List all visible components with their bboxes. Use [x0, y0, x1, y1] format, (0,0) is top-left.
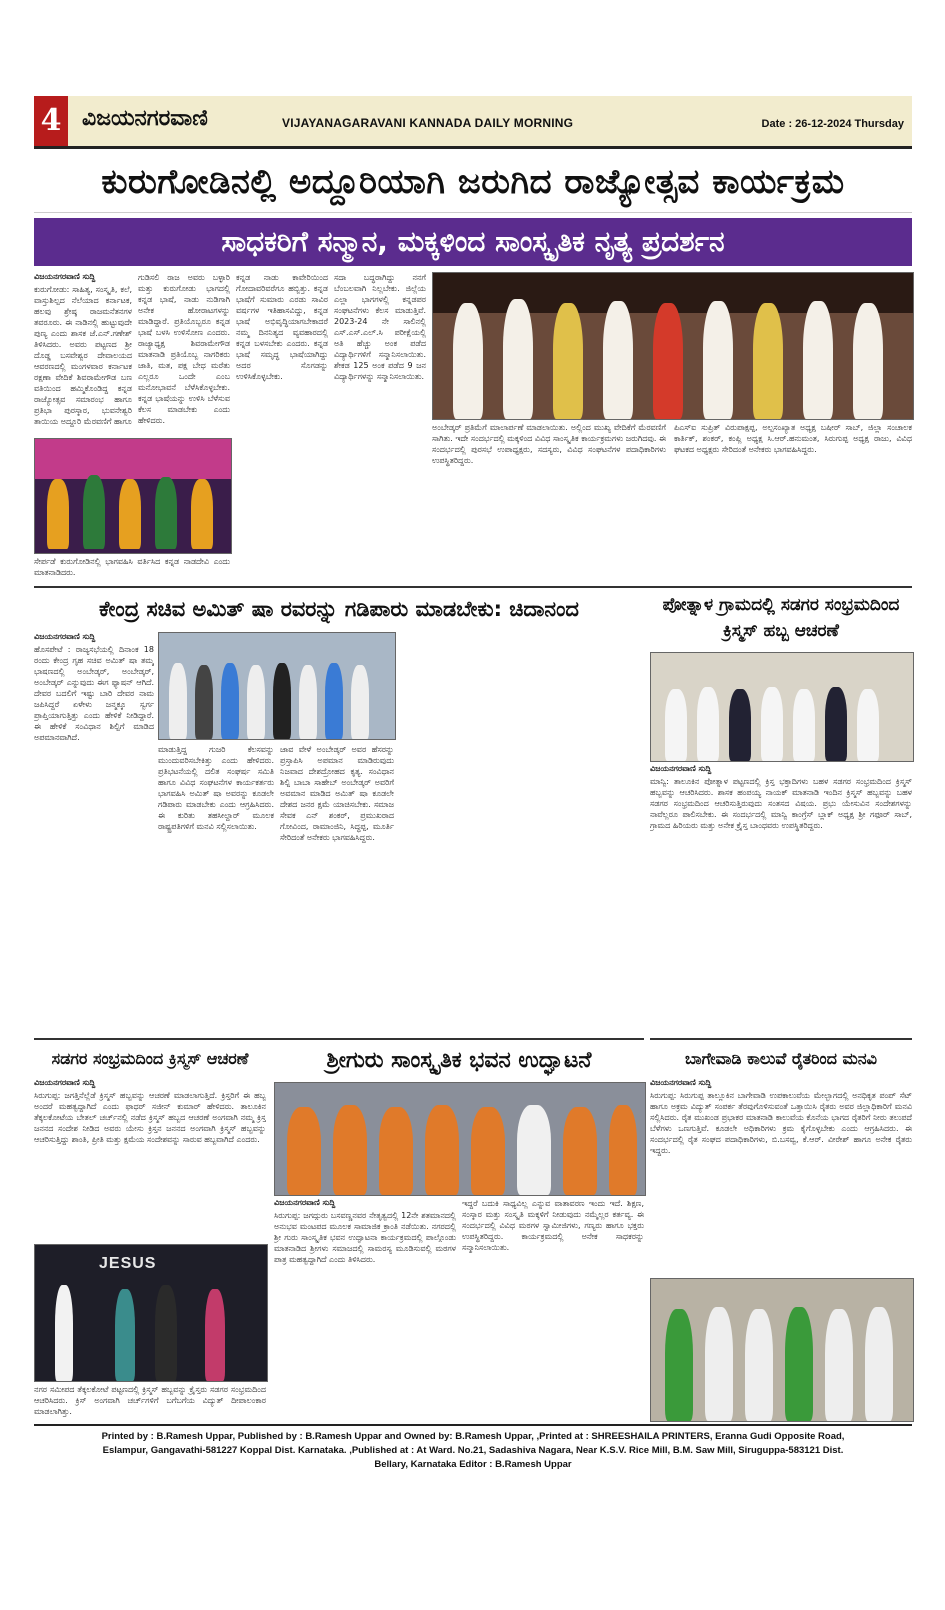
lead-column-4	[334, 272, 426, 582]
lead-text-3: ಕನ್ನಡ ನಾಡು ಕಾವೇರಿಯಿಂದ ಗೋದಾವರಿವರೆಗೂ ಹಬ್ಬಿತ್ತು. ಕನ್ನಡ ಭಾಷೆಗೆ ಸುಮಾರು ಎರಡು ಸಾವಿರ ವರ್ಷಗಳ ಇತಿಹಾಸವಿದ್ದು, ಕನ್ನಡ ಭಾಷೆ ಅಭಿವೃದ್ಧಿಯಾಗಬೇಕಾದರೆ ನಮ್ಮ ದಿನನಿತ್ಯದ ವ್ಯವಹಾರದಲ್ಲಿ ಕನ್ನಡ ಬಳಸಬೇಕು ಎಂದರು. ಕನ್ನಡ ಭಾಷೆ ಸಮೃದ್ಧ ಭಾಷೆಯಾಗಿದ್ದು ಅದರ ಸೊಗಡನ್ನು ಉಳಿಸಿಕೊಳ್ಳಬೇಕು.	[236, 273, 328, 381]
imprint-line-3: Bellary, Karnataka Editor : B.Ramesh Uppar	[374, 1459, 572, 1470]
story2-protest-photo	[158, 632, 396, 740]
story4-church-photo	[34, 1244, 268, 1382]
story4-caption-text: ನಗರ ಸಮೀಪದ ತೆಕ್ಕಲಕೋಟೆ ಪಟ್ಟಣದಲ್ಲಿ ಕ್ರಿಸ್ಮಸ್ ಹಬ್ಬವನ್ನು ಕ್ರೈಸ್ತರು ಸಡಗರ ಸಂಭ್ರಮದಿಂದ ಆಚರಿಸಿದರು. ಕ್ರಿಸ್ ಅಂಗವಾಗಿ ಚರ್ಚ್‌ಗಳಿಗೆ ಬಗೆಬಗೆಯ ವಿದ್ಯುತ್ ದೀಪಾಲಂಕಾರ ಮಾಡಲಾಗಿತ್ತು.	[34, 1385, 266, 1416]
story3-christmas-photo	[650, 652, 914, 762]
story2-column-3a	[280, 744, 394, 1034]
imprint-footer	[34, 1424, 912, 1492]
lead-column-1	[34, 272, 132, 434]
lead-text-1: ಕುರುಗೋಡು: ಸಾಹಿತ್ಯ, ಸಂಸ್ಕೃತಿ, ಕಲೆ, ವಾಸ್ತುಶಿಲ್ಪದ ನೆಲೆಯಾದ ಕರ್ನಾಟಕ, ಹಲವು ಶ್ರೇಷ್ಠ ರಾಜಮನೆತನಗಳ ತವರೂರು. ಈ ನಾಡಿನಲ್ಲಿ ಹುಟ್ಟುವುದೇ ಪುಣ್ಯ ಎಂದು ಶಾಸಕ ಜೆ.ಎನ್.ಗಣೇಶ್ ತಿಳಿಸಿದರು. ಅವರು ಪಟ್ಟಣದ ಶ್ರೀ ದೊಡ್ಡ ಬಸವೇಶ್ವರ ದೇವಾಲಯದ ಆವರಣದಲ್ಲಿ ಮಂಗಳವಾರ ಕರ್ನಾಟಕ ರಕ್ಷಣಾ ವೇದಿಕೆ ಶಿವರಾಮೇಗೌಡ ಬಣ ವತಿಯಿಂದ ಹಮ್ಮಿಕೊಂಡಿದ್ದ ಕನ್ನಡ ರಾಜ್ಯೋತ್ಸವ ಸಮಾರಂಭ ಹಾಗೂ ಪ್ರತಿಭಾ ಪುರಸ್ಕಾರ, ಭುವನೇಶ್ವರಿ ತಾಯಿಯ ಅದ್ದೂರಿ ಮೆರವಣಿಗೆ ಹಾಗೂ	[34, 285, 132, 426]
story6-byline: ವಿಜಯನಗರವಾಣಿ ಸುದ್ದಿ	[650, 1078, 712, 1087]
lead-caption-text: ಸೇರ್ಪಡೆ ಕುರುಗೋಡಿನಲ್ಲಿ ಭಾಗವಹಿಸಿ ವರ್ತಿಸಿದ ಕನ್ನಡ ನಾಡದೇವಿ ಎಂದು ಮಾತನಾಡಿದರು.	[34, 557, 230, 577]
story2-byline: ವಿಜಯನಗರವಾಣಿ ಸುದ್ದಿ	[34, 632, 96, 641]
story3-body	[650, 764, 912, 1034]
paper-name-english: VIJAYANAGARAVANI KANNADA DAILY MORNING	[282, 116, 574, 130]
lead-byline: ವಿಜಯನಗರವಾಣಿ ಸುದ್ದಿ	[34, 272, 96, 281]
story2-text-2: ಮಾಡುತ್ತಿದ್ದ ಗುಜರಿ ಕೆಲಸವನ್ನು ಮುಂದುವರಿಸಬೇಕಿತ್ತು ಎಂದು ಹೇಳಿದರು. ಪ್ರತಿಭಟನೆಯಲ್ಲಿ ದಲಿತ ಸಂಘರ್ಷ ಸಮಿತಿ ಹಾಗೂ ವಿವಿಧ ಸಂಘಟನೆಗಳ ಕಾರ್ಯಕರ್ತರು ಭಾಗವಹಿಸಿ ಅಮಿತ್ ಷಾ ಅವರನ್ನು ಕೂಡಲೇ ಗಡಿಪಾರು ಮಾಡಬೇಕು ಎಂದು ಆಗ್ರಹಿಸಿದರು. ಈ ಕುರಿತು ತಹಸೀಲ್ದಾರ್ ಮೂಲಕ ರಾಷ್ಟ್ರಪತಿಗಳಿಗೆ ಮನವಿ ಸಲ್ಲಿಸಲಾಯಿತು.	[158, 745, 274, 831]
lead-photo-caption	[34, 556, 230, 582]
story5-text-1: ಸಿರುಗುಪ್ಪ: ಜಗದ್ಗುರು ಬಸವಣ್ಣನವರ ನೇತೃತ್ವದಲ್ಲಿ 12ನೇ ಶತಮಾನದಲ್ಲಿ ಅನುಭವ ಮಂಟಪದ ಮೂಲಕ ಸಾಮಾಜಿಕ ಕ್ರಾಂತಿ ನಡೆಯಿತು. ನಗರದಲ್ಲಿ ಶ್ರೀ ಗುರು ಸಾಂಸ್ಕೃತಿಕ ಭವನ ಉದ್ಘಾಟನಾ ಕಾರ್ಯಕ್ರಮದಲ್ಲಿ ಪಾಲ್ಗೊಂಡು ಮಾತನಾಡಿದ ಶ್ರೀಗಳು ಸಮಾಜದಲ್ಲಿ ಸಾಮರಸ್ಯ ಮೂಡಿಸುವಲ್ಲಿ ಮಠಗಳ ಪಾತ್ರ ಮಹತ್ವದ್ದಾಗಿದೆ ಎಂದು ತಿಳಿಸಿದರು.	[274, 1211, 456, 1264]
paper-name-kannada: ವಿಜಯನಗರವಾಣಿ	[82, 106, 208, 131]
lead-subhead: ಸಾಧಕರಿಗೆ ಸನ್ಮಾನ, ಮಕ್ಕಳಿಂದ ಸಾಂಸ್ಕೃತಿಕ ನೃತ್ಯ ಪ್ರದರ್ಶನ	[34, 218, 912, 266]
section-divider	[34, 1038, 644, 1040]
masthead	[34, 96, 912, 149]
section-divider	[34, 586, 912, 588]
imprint-line-1: Printed by : B.Ramesh Uppar, Published by : B.Ramesh Uppar and Owned by: B.Ramesh Uppar, ,Printed at : SHREESHAILA PRINTERS, Eranna Gudi Opposite Road,	[101, 1431, 845, 1442]
story3-byline: ವಿಜಯನಗರವಾಣಿ ಸುದ್ದಿ	[650, 764, 712, 773]
story4-body	[34, 1078, 266, 1240]
lead-text-5: ಅಂಬೇಡ್ಕರ್ ಪ್ರತಿಮೆಗೆ ಮಾಲಾರ್ಪಣೆ ಮಾಡಲಾಯಿತು. ಅಲ್ಲಿಂದ ಮುಖ್ಯ ವೇದಿಕೆಗೆ ಮೆರವಣಿಗೆ ಸಾಗಿತು. ಇದೇ ಸಂದರ್ಭದಲ್ಲಿ ಮಕ್ಕಳಿಂದ ವಿವಿಧ ಸಾಂಸ್ಕೃತಿಕ ಕಾರ್ಯಕ್ರಮಗಳು ಜರುಗಿದವು. ಈ ಸಂದರ್ಭದಲ್ಲಿ ಪುರಸಭೆ ಉಪಾಧ್ಯಕ್ಷರು, ಸದಸ್ಯರು, ವಿವಿಧ ಸಂಘಟನೆಗಳ ಪದಾಧಿಕಾರಿಗಳು ಉಪಸ್ಥಿತರಿದ್ದರು.	[432, 423, 666, 465]
story2-column-2	[158, 744, 274, 1034]
lead-column-2	[138, 272, 230, 434]
story5-column-2	[462, 1198, 644, 1420]
story5-column-1	[274, 1198, 456, 1420]
story2-column-1	[34, 632, 154, 1034]
lead-column-6	[674, 422, 912, 582]
story6-text: ಸಿರುಗುಪ್ಪ: ಸಿರುಗುಪ್ಪ ತಾಲ್ಲೂಕಿನ ಬಾಗೇವಾಡಿ ಉಪಕಾಲುವೆಯ ಮೇಲ್ಭಾಗದಲ್ಲಿ ಅನಧಿಕೃತ ಪಂಪ್ ಸೆಟ್ ಹಾಗೂ ಅಕ್ರಮ ವಿದ್ಯುತ್ ಸಂಪರ್ಕ ತೆರವುಗೊಳಿಸುವಂತೆ ಒತ್ತಾಯಿಸಿ ರೈತರು ಅವರ ಜಿಲ್ಲಾಧಿಕಾರಿಗೆ ಮನವಿ ಸಲ್ಲಿಸಿದರು. ರೈತ ಮುಖಂಡ ಪ್ರಭಾಕರ ಮಾತನಾಡಿ ಕಾಲುವೆಯ ಕೊನೆಯ ಭಾಗದ ರೈತರಿಗೆ ನೀರು ತಲುಪದೆ ಬೆಳೆಗಳು ಒಣಗುತ್ತಿವೆ. ಕೂಡಲೇ ಅಧಿಕಾರಿಗಳು ಕ್ರಮ ಕೈಗೊಳ್ಳಬೇಕು ಎಂದು ಆಗ್ರಹಿಸಿದರು. ಈ ಸಂದರ್ಭದಲ್ಲಿ ರೈತ ಸಂಘದ ಪದಾಧಿಕಾರಿಗಳು, ಬಿ.ಬಸವ್ವ, ಕೆ.ಆರ್. ವೀರೇಶ್ ಹಾಗೂ ಅನೇಕ ರೈತರು ಇದ್ದರು.	[650, 1091, 912, 1155]
story3-text: ಮಾನ್ವಿ: ತಾಲೂಕಿನ ಪೋತ್ನಾಳ ಪಟ್ಟಣದಲ್ಲಿ ಕ್ರಿಸ್ತ ಭಕ್ತಾದಿಗಳು ಬಹಳ ಸಡಗರ ಸಂಭ್ರಮದಿಂದ ಕ್ರಿಸ್ಮಸ್ ಹಬ್ಬವನ್ನು ಆಚರಿಸಿದರು. ಶಾಸಕ ಹಂಪಯ್ಯ ನಾಯಕ್ ಮಾತನಾಡಿ ಇಂದಿನ ಕ್ರಿಸ್ಮಸ್ ಹಬ್ಬವನ್ನು ಬಹಳ ಸಡಗರ ಸಂಭ್ರಮದಿಂದ ಆಚರಿಸುತ್ತಿರುವುದು ಸಂತಸದ ವಿಷಯ. ಪ್ರಭು ಯೇಸುವಿನ ಸಂದೇಶಗಳನ್ನು ನಾವೆಲ್ಲರೂ ಪಾಲಿಸಬೇಕು. ಈ ಸಂದರ್ಭದಲ್ಲಿ ಮಾನ್ವಿ ಕಾಂಗ್ರೆಸ್ ಬ್ಲಾಕ್ ಅಧ್ಯಕ್ಷ ಶ್ರೀ ಗಫೂರ್ ಸಾಬ್, ಗ್ರಾಮದ ಹಿರಿಯರು ಮತ್ತು ಅನೇಕ ಕ್ರೈಸ್ತ ಬಾಂಧವರು ಉಪಸ್ಥಿತರಿದ್ದರು.	[650, 777, 912, 830]
lead-felicitation-photo	[432, 272, 914, 420]
imprint-line-2: Eslampur, Gangavathi-581227 Koppal Dist. Karnataka. ,Published at : At Ward. No.21, Sadashiva Nagara, Near K.S.V. Rice Mill, B.M. Saw Mill, Siruguppa-583121 Dist.	[102, 1445, 844, 1456]
newspaper-page	[34, 96, 912, 1514]
page-number: 4	[34, 96, 68, 146]
issue-date: Date : 26-12-2024 Thursday	[761, 118, 904, 130]
lead-dance-photo	[34, 438, 232, 554]
lead-headline: ಕುರುಗೋಡಿನಲ್ಲಿ ಅದ್ದೂರಿಯಾಗಿ ಜರುಗಿದ ರಾಜ್ಯೋತ್ಸವ ಕಾರ್ಯಕ್ರಮ	[34, 152, 912, 213]
story6-headline: ಬಾಗೇವಾಡಿ ಕಾಲುವೆ ರೈತರಿಂದ ಮನವಿ	[650, 1044, 912, 1074]
story5-text-2: ಇದ್ದರೆ ಬದುಕಿ ಸಾಧ್ಯವಿಲ್ಲ ಎನ್ನುವ ವಾತಾವರಣ ಇಂದು ಇದೆ. ಶಿಕ್ಷಣ, ಸಂಸ್ಕಾರ ಮತ್ತು ಸಂಸ್ಕೃತಿ ಮಕ್ಕಳಿಗೆ ನೀಡುವುದು ನಮ್ಮೆಲ್ಲರ ಕರ್ತವ್ಯ. ಈ ಸಂದರ್ಭದಲ್ಲಿ ವಿವಿಧ ಮಠಗಳ ಸ್ವಾಮೀಜಿಗಳು, ಗಣ್ಯರು ಹಾಗೂ ಭಕ್ತರು ಉಪಸ್ಥಿತರಿದ್ದರು. ಕಾರ್ಯಕ್ರಮದಲ್ಲಿ ಅನೇಕ ಸಾಧಕರನ್ನು ಸನ್ಮಾನಿಸಲಾಯಿತು.	[462, 1199, 644, 1252]
lead-text-2: ಗುಡಿಸಲಿ ರಾಜ ಅವರು ಬಳ್ಳಾರಿ ಮತ್ತು ಕುರುಗೋಡು ಭಾಗದಲ್ಲಿ ಕನ್ನಡ ಭಾಷೆ, ನಾಡು ನುಡಿಗಾಗಿ ಅನೇಕ ಹೋರಾಟಗಳನ್ನು ಮಾಡಿದ್ದಾರೆ. ಪ್ರತಿಯೊಬ್ಬರೂ ಕನ್ನಡ ಭಾಷೆ ಬಳಸಿ ಉಳಿಸೋಣ ಎಂದರು. ರಾಜ್ಯಾಧ್ಯಕ್ಷ ಶಿವರಾಮೇಗೌಡ ಮಾತನಾಡಿ ಪ್ರತಿಯೊಬ್ಬ ನಾಗರಿಕರು ಜಾತಿ, ಮತ, ಪಕ್ಷ ಬೇಧ ಮರೆತು ಎಲ್ಲರೂ ಒಂದೇ ಎಂಬ ಮನೋಭಾವನೆ ಬೆಳೆಸಿಕೊಳ್ಳಬೇಕು. ಕನ್ನಡ ಭಾಷೆಯನ್ನು ಉಳಿಸಿ ಬೆಳೆಸುವ ಕೆಲಸ ಮಾಡಬೇಕು ಎಂದು ಹೇಳಿದರು.	[138, 273, 230, 425]
story6-farmers-photo	[650, 1278, 914, 1422]
story6-body	[650, 1078, 912, 1274]
story4-byline: ವಿಜಯನಗರವಾಣಿ ಸುದ್ದಿ	[34, 1078, 96, 1087]
lead-column-3	[236, 272, 328, 582]
story5-byline: ವಿಜಯನಗರವಾಣಿ ಸುದ್ದಿ	[274, 1198, 336, 1207]
story2-text-3: ಜಾವ ವೇಳೆ ಅಂಬೇಡ್ಕರ್ ಅವರ ಹೆಸರನ್ನು ಪ್ರಸ್ತಾಪಿಸಿ ಅಪಮಾನ ಮಾಡಿರುವುದು ನಿಜವಾದ ದೇಶದ್ರೋಹದ ಕೃತ್ಯ. ಸಂವಿಧಾನ ಶಿಲ್ಪಿ ಬಾಬಾ ಸಾಹೇಬ್ ಅಂಬೇಡ್ಕರ್ ಅವರಿಗೆ ಅವಮಾನ ಮಾಡಿದ ಅಮಿತ್ ಷಾ ಕೂಡಲೇ ದೇಶದ ಜನರ ಕ್ಷಮೆ ಯಾಚಿಸಬೇಕು. ಸಮಾಜ ಸೇವಕ ಎನ್ ಶಂಕರ್, ಪ್ರಮುಖರಾದ ಗೋವಿಂದ, ರಾಮಾಂಜಿನಿ, ಸಿದ್ಧಪ್ಪ, ಮೂರ್ತಿ ಸೇರಿದಂತೆ ಅನೇಕರು ಭಾಗವಹಿಸಿದ್ದರು.	[280, 745, 394, 842]
story5-swamiji-photo	[274, 1082, 646, 1196]
story4-caption	[34, 1384, 266, 1420]
story3-headline: ಪೋತ್ನಾಳ ಗ್ರಾಮದಲ್ಲಿ ಸಡಗರ ಸಂಭ್ರಮದಿಂದ ಕ್ರಿಸ್ಮಸ್ ಹಬ್ಬ ಆಚರಣೆ	[650, 592, 912, 646]
lead-text-4: ಸದಾ ಬದ್ಧರಾಗಿದ್ದು ನನಗೆ ಬೆಂಬಲವಾಗಿ ನಿಲ್ಲಬೇಕು. ಜಿಲ್ಲೆಯ ಎಲ್ಲಾ ಭಾಗಗಳಲ್ಲಿ ಕನ್ನಡಪರ ಸಂಘಟನೆಗಳು ಕೆಲಸ ಮಾಡುತ್ತಿವೆ. 2023-24 ನೇ ಸಾಲಿನಲ್ಲಿ ಎಸ್.ಎಸ್.ಎಲ್.ಸಿ ಪರೀಕ್ಷೆಯಲ್ಲಿ ಅತಿ ಹೆಚ್ಚು ಅಂಕ ಪಡೆದ ವಿದ್ಯಾರ್ಥಿಗಳಿಗೆ ಸನ್ಮಾನಿಸಲಾಯಿತು. ಶೇಕಡ 125 ಅಂಕ ಪಡೆದ 9 ಜನ ವಿದ್ಯಾರ್ಥಿಗಳನ್ನು ಸನ್ಮಾನಿಸಲಾಯಿತು.	[334, 273, 426, 381]
story2-text-1: ಹೊಸಪೇಟೆ : ರಾಜ್ಯಸಭೆಯಲ್ಲಿ ದಿನಾಂಕ 18 ರಂದು ಕೇಂದ್ರ ಗೃಹ ಸಚಿವ ಅಮಿತ್ ಷಾ ತಮ್ಮ ಭಾಷಣದಲ್ಲಿ ಅಂಬೇಡ್ಕರ್, ಅಂಬೇಡ್ಕರ್, ಅಂಬೇಡ್ಕರ್ ಎನ್ನುವುದು ಈಗ ಫ್ಯಾಷನ್ ಆಗಿದೆ. ದೇವರ ಬದಲಿಗೆ ಇಷ್ಟು ಬಾರಿ ದೇವರ ನಾಮ ಜಪಿಸಿದ್ದರೆ ಏಳೇಳು ಜನ್ಮಕ್ಕೂ ಸ್ವರ್ಗ ಪ್ರಾಪ್ತಿಯಾಗುತ್ತಿತ್ತು ಎಂದು ಹೇಳಿಕೆ ನೀಡಿದ್ದಾರೆ. ಈ ಹೇಳಿಕೆ ಸಂವಿಧಾನ ಶಿಲ್ಪಿಗೆ ಮಾಡಿದ ಅಪಮಾನವಾಗಿದೆ.	[34, 645, 154, 742]
story2-headline: ಕೇಂದ್ರ ಸಚಿವ ಅಮಿತ್ ಷಾ ರವರನ್ನು ಗಡಿಪಾರು ಮಾಡಬೇಕು: ಚಿದಾನಂದ	[34, 592, 644, 626]
church-banner: JESUS	[99, 1255, 157, 1272]
story4-headline: ಸಡಗರ ಸಂಭ್ರಮದಿಂದ ಕ್ರಿಸ್ಮಸ್ ಆಚರಣೆ	[34, 1044, 266, 1074]
story5-headline: ಶ್ರೀಗುರು ಸಾಂಸ್ಕೃತಿಕ ಭವನ ಉದ್ಘಾಟನೆ	[274, 1044, 644, 1078]
section-divider	[650, 1038, 912, 1040]
lead-column-5	[432, 422, 666, 582]
story4-text: ಸಿರುಗುಪ್ಪ: ಜಗತ್ತಿನೆಲ್ಲೆಡೆ ಕ್ರಿಸ್ಮಸ್ ಹಬ್ಬವನ್ನು ಆಚರಣೆ ಮಾಡಲಾಗುತ್ತಿದೆ. ಕ್ರಿಸ್ತರಿಗೆ ಈ ಹಬ್ಬ ಅಂದರೆ ಮಹತ್ವದ್ದಾಗಿದೆ ಎಂದು ಫಾಧರ್ ಸಜೀನ್ ಕುಮಾರ್ ಹೇಳಿದರು. ತಾಲೂಕಿನ ತೆಕ್ಕಲಕೋಟೆಯ ಬೇತಲ್ ಚರ್ಚ್‌ನಲ್ಲಿ ನಡೆದ ಕ್ರಿಸ್ಮಸ್ ಹಬ್ಬದ ಆಚರಣೆ ಅಂಗವಾಗಿ ನಮ್ಮ ಕ್ರಿಸ್ತ ಜನನದ ಸಂದೇಶ ನೀಡಿದ ಅವರು ಯೇಸು ಕ್ರಿಸ್ತನ ಜನನದ ಅಂಗವಾಗಿ ಕ್ರಿಸ್ಮಸ್ ಹಬ್ಬವನ್ನು ಆಚರಿಸುತ್ತಿದ್ದು ಶಾಂತಿ, ಪ್ರೀತಿ ಮತ್ತು ಕ್ಷಮೆಯ ಸಂದೇಶವನ್ನು ಸಾರುವ ಹಬ್ಬವಾಗಿದೆ ಎಂದರು.	[34, 1091, 266, 1144]
lead-text-6: ಪಿಎಸ್ಐ ಸುಪ್ರಿತ್ ವಿರುಪಾಕ್ಷಪ್ಪ, ಅಲ್ಪಸಂಖ್ಯಾತ ಅಧ್ಯಕ್ಷ ಬಷೀರ್ ಸಾಬ್, ಜಿಲ್ಲಾ ಸಂಚಾಲಕ ಕಾರ್ತಿಕ್, ಶಂಕರ್, ಕಂಪ್ಲಿ ಅಧ್ಯಕ್ಷ ಸಿ.ಆರ್.ಹನುಮಂತ, ಸಿರುಗುಪ್ಪ ಅಧ್ಯಕ್ಷ ರಾಜು, ವಿವಿಧ ಘಟಕದ ಅಧ್ಯಕ್ಷರು ಸೇರಿದಂತೆ ಅನೇಕರು ಭಾಗವಹಿಸಿದ್ದರು.	[674, 423, 912, 454]
